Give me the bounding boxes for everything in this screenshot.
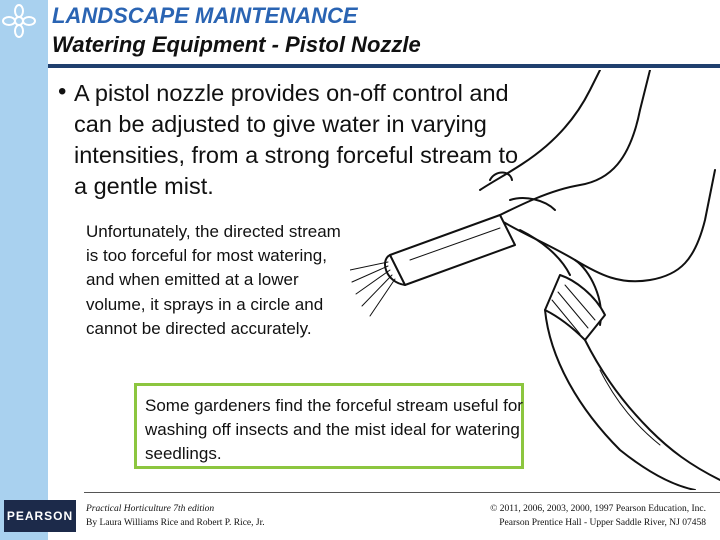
slide-title: LANDSCAPE MAINTENANCE	[52, 3, 358, 28]
bullet-point-text: A pistol nozzle provides on-off control and can be adjusted to give water in varying intensities, from a strong forceful stream to a gentle mist.	[74, 80, 519, 199]
footer-book-credits	[86, 502, 265, 530]
pearson-logo: PEARSON	[4, 500, 76, 532]
left-sidebar-band	[0, 0, 48, 540]
body-paragraph: Unfortunately, the directed stream is too forceful for most watering, and when emitted at a lower volume, it sprays in a circle and cannot be directed accurately.	[86, 222, 341, 338]
callout-box	[134, 383, 524, 469]
flower-logo-icon	[2, 4, 36, 38]
footer-copyright-block	[440, 502, 706, 530]
footer-publisher: Pearson Prentice Hall - Upper Saddle River, NJ 07458	[499, 518, 706, 528]
footer-book-title: Practical Horticulture 7th edition	[86, 504, 215, 514]
slide-subtitle: Watering Equipment - Pistol Nozzle	[52, 32, 421, 57]
bullet-marker: •	[58, 78, 67, 105]
footer-authors: By Laura Williams Rice and Robert P. Rice, Jr.	[86, 518, 265, 528]
footer-copyright: © 2011, 2006, 2003, 2000, 1997 Pearson Education, Inc.	[490, 504, 706, 514]
header-divider	[48, 64, 720, 68]
footer-divider	[84, 492, 720, 493]
callout-text: Some gardeners find the forceful stream useful for washing off insects and the mist ideal for watering seedlings.	[145, 396, 523, 463]
